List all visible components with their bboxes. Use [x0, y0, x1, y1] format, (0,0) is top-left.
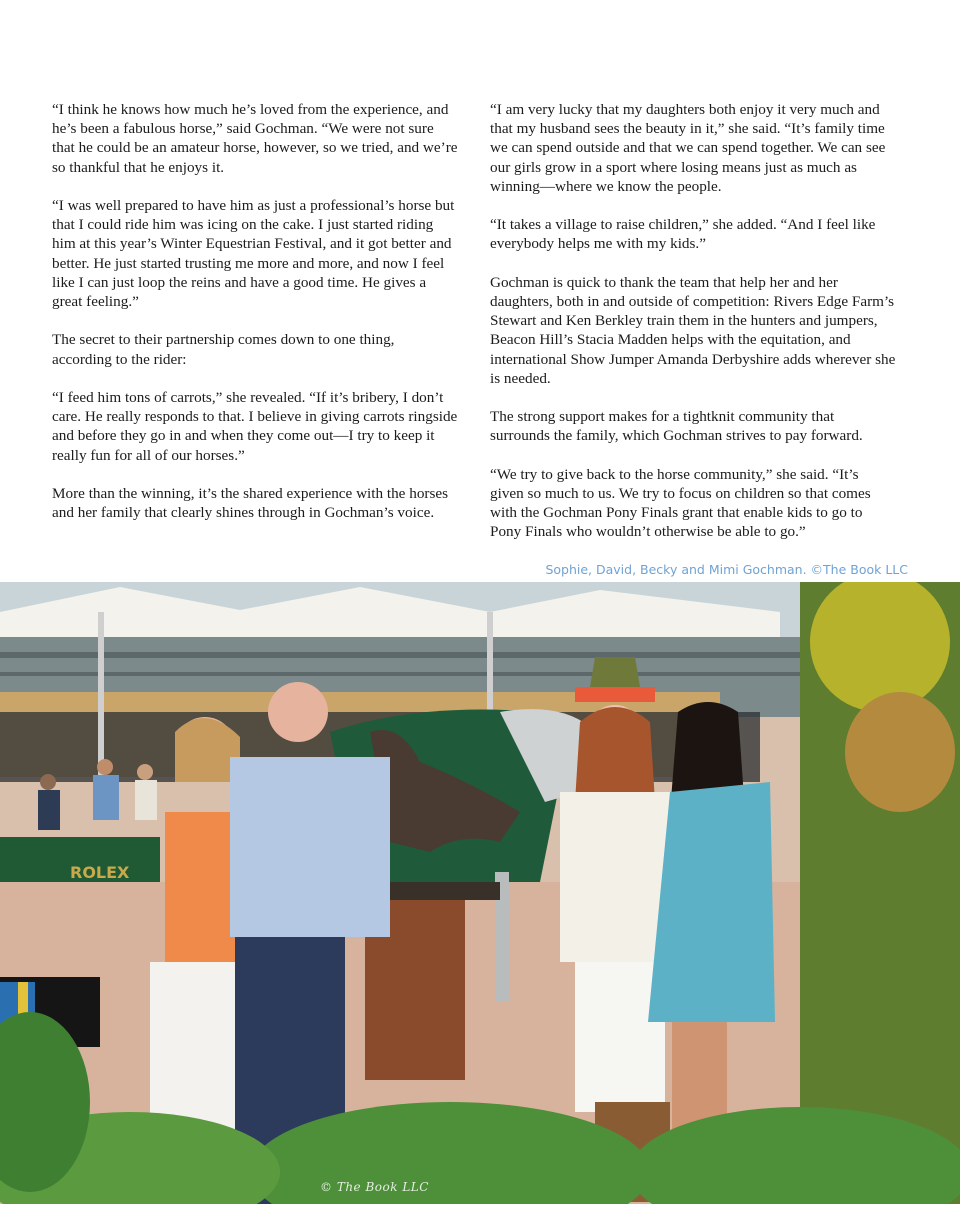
photo-watermark: © The Book LLC	[320, 1180, 429, 1194]
paragraph: More than the winning, it’s the shared experience with the horses and her family that clearly shines through in Gochman’s voice.	[52, 485, 449, 522]
paragraph: “It takes a village to raise children,” she added. “And I feel like everybody helps me with my kids.”	[490, 216, 876, 253]
photo-caption: Sophie, David, Becky and Mimi Gochman. ©The Book LLC	[545, 562, 908, 577]
paragraph: “I think he knows how much he’s loved from the experience, and he’s been a fabulous horse,” said Gochman. “We were not sure that he could be an amateur horse, however, so we tried, and we’re so thankful that he enjoys it.	[52, 101, 458, 176]
paragraph: The secret to their partnership comes down to one thing, according to the rider:	[52, 331, 395, 368]
paragraph: “I am very lucky that my daughters both enjoy it very much and that my husband sees the beauty in it,” she said. “It’s family time we can spend outside and that we can spend together. We can see our girls grow in a sport where losing means just as much as winning—where we know the people.	[490, 101, 886, 195]
paragraph: “I feed him tons of carrots,” she revealed. “If it’s bribery, I don’t care. He really responds to that. I believe in giving carrots ringside and before they go in and when they come out—I try to keep it really fun for all of our horses.”	[52, 389, 458, 464]
rolex-sign-text: ROLEX	[70, 863, 130, 882]
article-right-column	[490, 100, 896, 561]
paragraph: The strong support makes for a tightknit community that surrounds the family, which Gochman strives to pay forward.	[490, 408, 863, 445]
paragraph: Gochman is quick to thank the team that help her and her daughters, both in and outside of competition: Rivers Edge Farm’s Stewart and Ken Berkley train them in the hunters and jumpers, Beacon Hill’s Stacia Madden helps with the equitation, and international Show Jumper Amanda Derbyshire adds wherever she is needed.	[490, 273, 896, 387]
article-left-column	[52, 100, 458, 542]
paragraph: “We try to give back to the horse community,” she said. “It’s given so much to us. We try to focus on children so that comes with the Gochman Pony Finals grant that enable kids to go to Pony Finals who wouldn’t otherwise be able to go.”	[490, 465, 871, 541]
paragraph: “I was well prepared to have him as just a professional’s horse but that I could ride him was icing on the cake. I just started riding him at this year’s Winter Equestrian Festival, and it got better and better. He just started trusting me more and more, and now I feel like I can just loop the reins and have a good time. He gives a great feeling.”	[52, 197, 455, 311]
family-photo	[0, 582, 960, 1204]
